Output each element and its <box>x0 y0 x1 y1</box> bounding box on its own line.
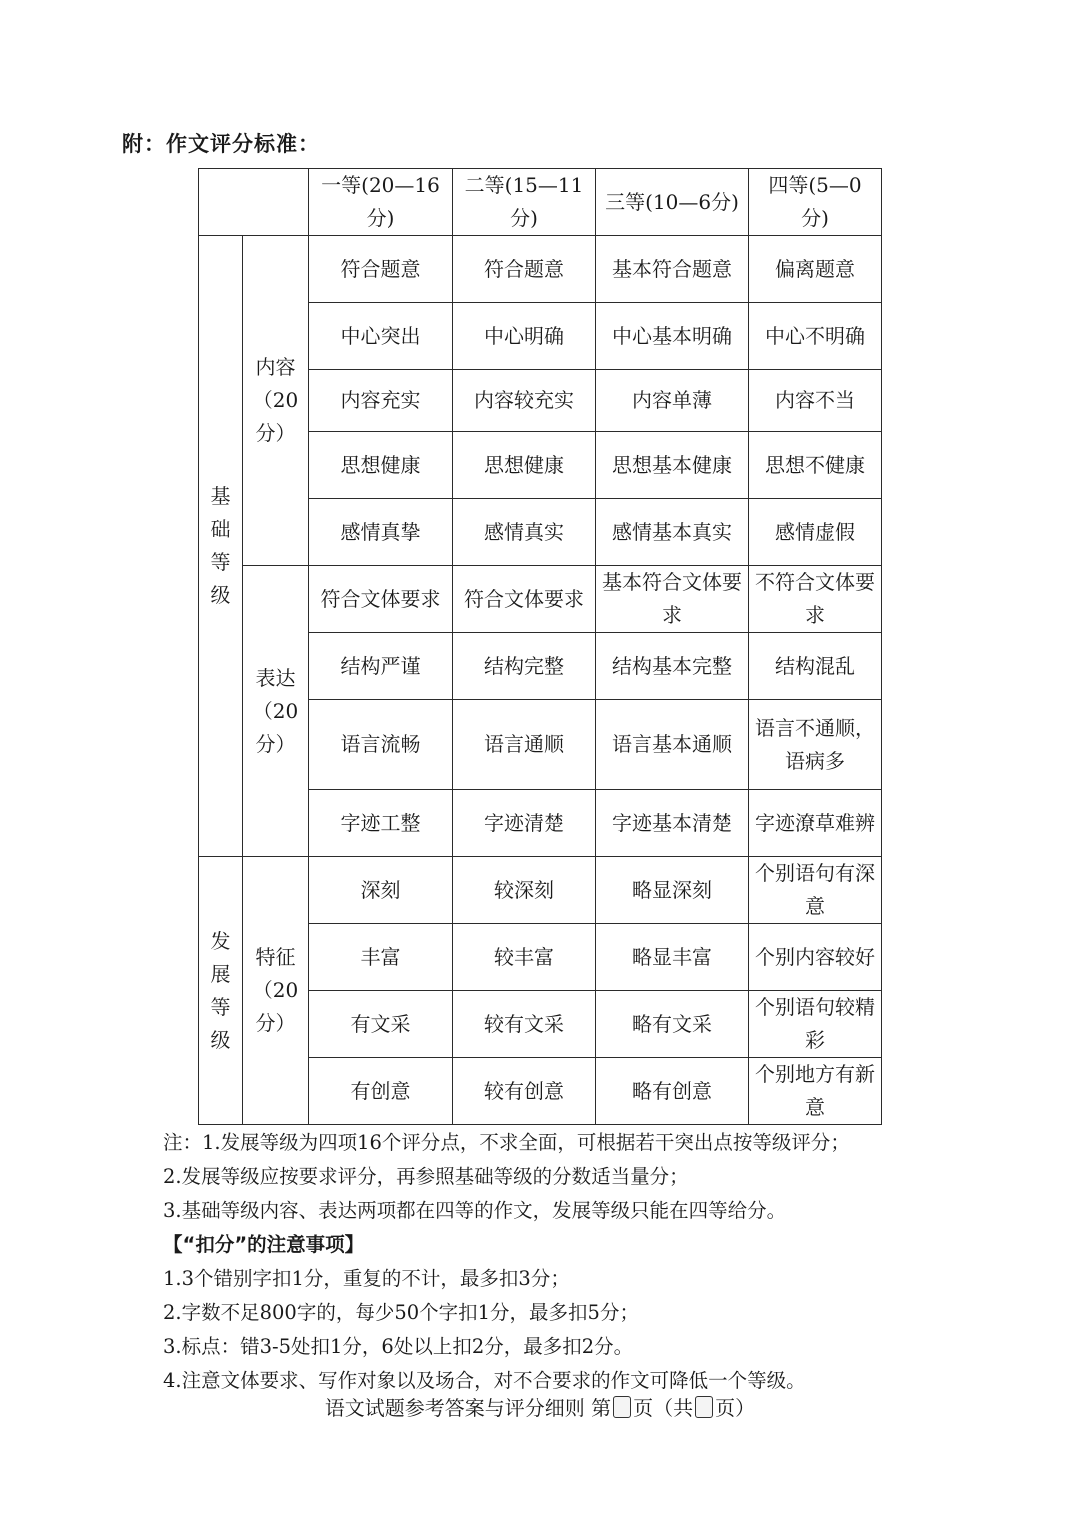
table-cell: 字迹基本清楚 <box>596 790 749 857</box>
group-label-development: 发展等级 <box>199 857 243 1125</box>
table-cell: 思想基本健康 <box>596 432 749 499</box>
table-cell: 基本符合题意 <box>596 236 749 303</box>
table-cell: 个别语句有深意 <box>749 857 882 924</box>
table-cell: 内容充实 <box>309 370 453 432</box>
table-cell: 结构混乱 <box>749 633 882 700</box>
table-cell: 较深刻 <box>453 857 596 924</box>
table-cell: 不符合文体要求 <box>749 566 882 633</box>
col-header-1: 一等(20—16分) <box>309 169 453 236</box>
table-cell: 中心突出 <box>309 303 453 370</box>
section-label-expression: 表达（20分） <box>243 566 309 857</box>
table-header-row <box>199 169 882 236</box>
page-number-field-icon <box>613 1396 631 1418</box>
table-cell: 符合文体要求 <box>453 566 596 633</box>
table-cell: 结构严谨 <box>309 633 453 700</box>
table-cell: 内容较充实 <box>453 370 596 432</box>
note-line-3: 3.基础等级内容、表达两项都在四等的作文，发展等级只能在四等给分。 <box>163 1199 787 1222</box>
table-cell: 思想不健康 <box>749 432 882 499</box>
table-cell: 思想健康 <box>453 432 596 499</box>
scoring-table <box>198 168 882 1125</box>
table-cell: 较有创意 <box>453 1058 596 1125</box>
table-cell: 语言通顺 <box>453 700 596 790</box>
footer-mid: 页（共 <box>633 1396 694 1420</box>
footer-suffix: 页） <box>715 1396 756 1420</box>
table-cell: 略有文采 <box>596 991 749 1058</box>
table-cell: 个别内容较好 <box>749 924 882 991</box>
table-cell: 个别语句较精彩 <box>749 991 882 1058</box>
table-cell: 符合题意 <box>309 236 453 303</box>
table-cell: 字迹工整 <box>309 790 453 857</box>
table-cell: 有创意 <box>309 1058 453 1125</box>
deduction-line-2: 2.字数不足800字的，每少50个字扣1分，最多扣5分； <box>163 1301 639 1324</box>
table-cell: 感情真实 <box>453 499 596 566</box>
table-cell: 基本符合文体要求 <box>596 566 749 633</box>
notes-block <box>163 1126 963 1398</box>
table-cell: 符合题意 <box>453 236 596 303</box>
table-cell: 思想健康 <box>309 432 453 499</box>
table-cell: 符合文体要求 <box>309 566 453 633</box>
table-cell: 语言不通顺，语病多 <box>749 700 882 790</box>
table-cell: 个别地方有新意 <box>749 1058 882 1125</box>
page-total-field-icon <box>695 1396 713 1418</box>
table-cell: 感情基本真实 <box>596 499 749 566</box>
table-row <box>199 857 882 924</box>
table-cell: 内容不当 <box>749 370 882 432</box>
deduction-title: 【“扣分”的注意事项】 <box>163 1233 365 1256</box>
col-header-2: 二等(15—11分) <box>453 169 596 236</box>
table-cell: 中心基本明确 <box>596 303 749 370</box>
deduction-line-1: 1.3个错别字扣1分，重复的不计，最多扣3分； <box>163 1267 570 1290</box>
footer-prefix: 语文试题参考答案与评分细则 第 <box>324 1396 612 1420</box>
section-label-features: 特征（20分） <box>243 857 309 1125</box>
deduction-line-4: 4.注意文体要求、写作对象以及场合，对不合要求的作文可降低一个等级。 <box>163 1369 806 1392</box>
table-cell: 结构完整 <box>453 633 596 700</box>
corner-cell <box>199 169 309 236</box>
table-cell: 语言流畅 <box>309 700 453 790</box>
table-cell: 中心明确 <box>453 303 596 370</box>
section-label-content: 内容（20分） <box>243 236 309 566</box>
note-line-1: 注：1.发展等级为四项16个评分点，不求全面，可根据若干突出点按等级评分； <box>163 1131 850 1154</box>
note-line-2: 2.发展等级应按要求评分，再参照基础等级的分数适当量分； <box>163 1165 689 1188</box>
table-cell: 结构基本完整 <box>596 633 749 700</box>
col-header-3: 三等(10—6分) <box>596 169 749 236</box>
table-cell: 感情真挚 <box>309 499 453 566</box>
deduction-line-3: 3.标点：错3-5处扣1分，6处以上扣2分，最多扣2分。 <box>163 1335 634 1358</box>
page-heading: 附：作文评分标准： <box>122 132 320 156</box>
group-label-basic: 基础等级 <box>199 236 243 857</box>
table-cell: 偏离题意 <box>749 236 882 303</box>
table-cell: 字迹清楚 <box>453 790 596 857</box>
table-cell: 较丰富 <box>453 924 596 991</box>
table-cell: 语言基本通顺 <box>596 700 749 790</box>
table-row <box>199 236 882 303</box>
table-cell: 较有文采 <box>453 991 596 1058</box>
table-cell: 略显丰富 <box>596 924 749 991</box>
page-footer <box>0 1392 1080 1421</box>
table-cell: 略显深刻 <box>596 857 749 924</box>
table-cell: 感情虚假 <box>749 499 882 566</box>
table-cell: 有文采 <box>309 991 453 1058</box>
table-cell: 字迹潦草难辨 <box>749 790 882 857</box>
table-cell: 略有创意 <box>596 1058 749 1125</box>
table-cell: 内容单薄 <box>596 370 749 432</box>
table-cell: 中心不明确 <box>749 303 882 370</box>
col-header-4: 四等(5—0分) <box>749 169 882 236</box>
table-row <box>199 566 882 633</box>
table-cell: 丰富 <box>309 924 453 991</box>
table-cell: 深刻 <box>309 857 453 924</box>
